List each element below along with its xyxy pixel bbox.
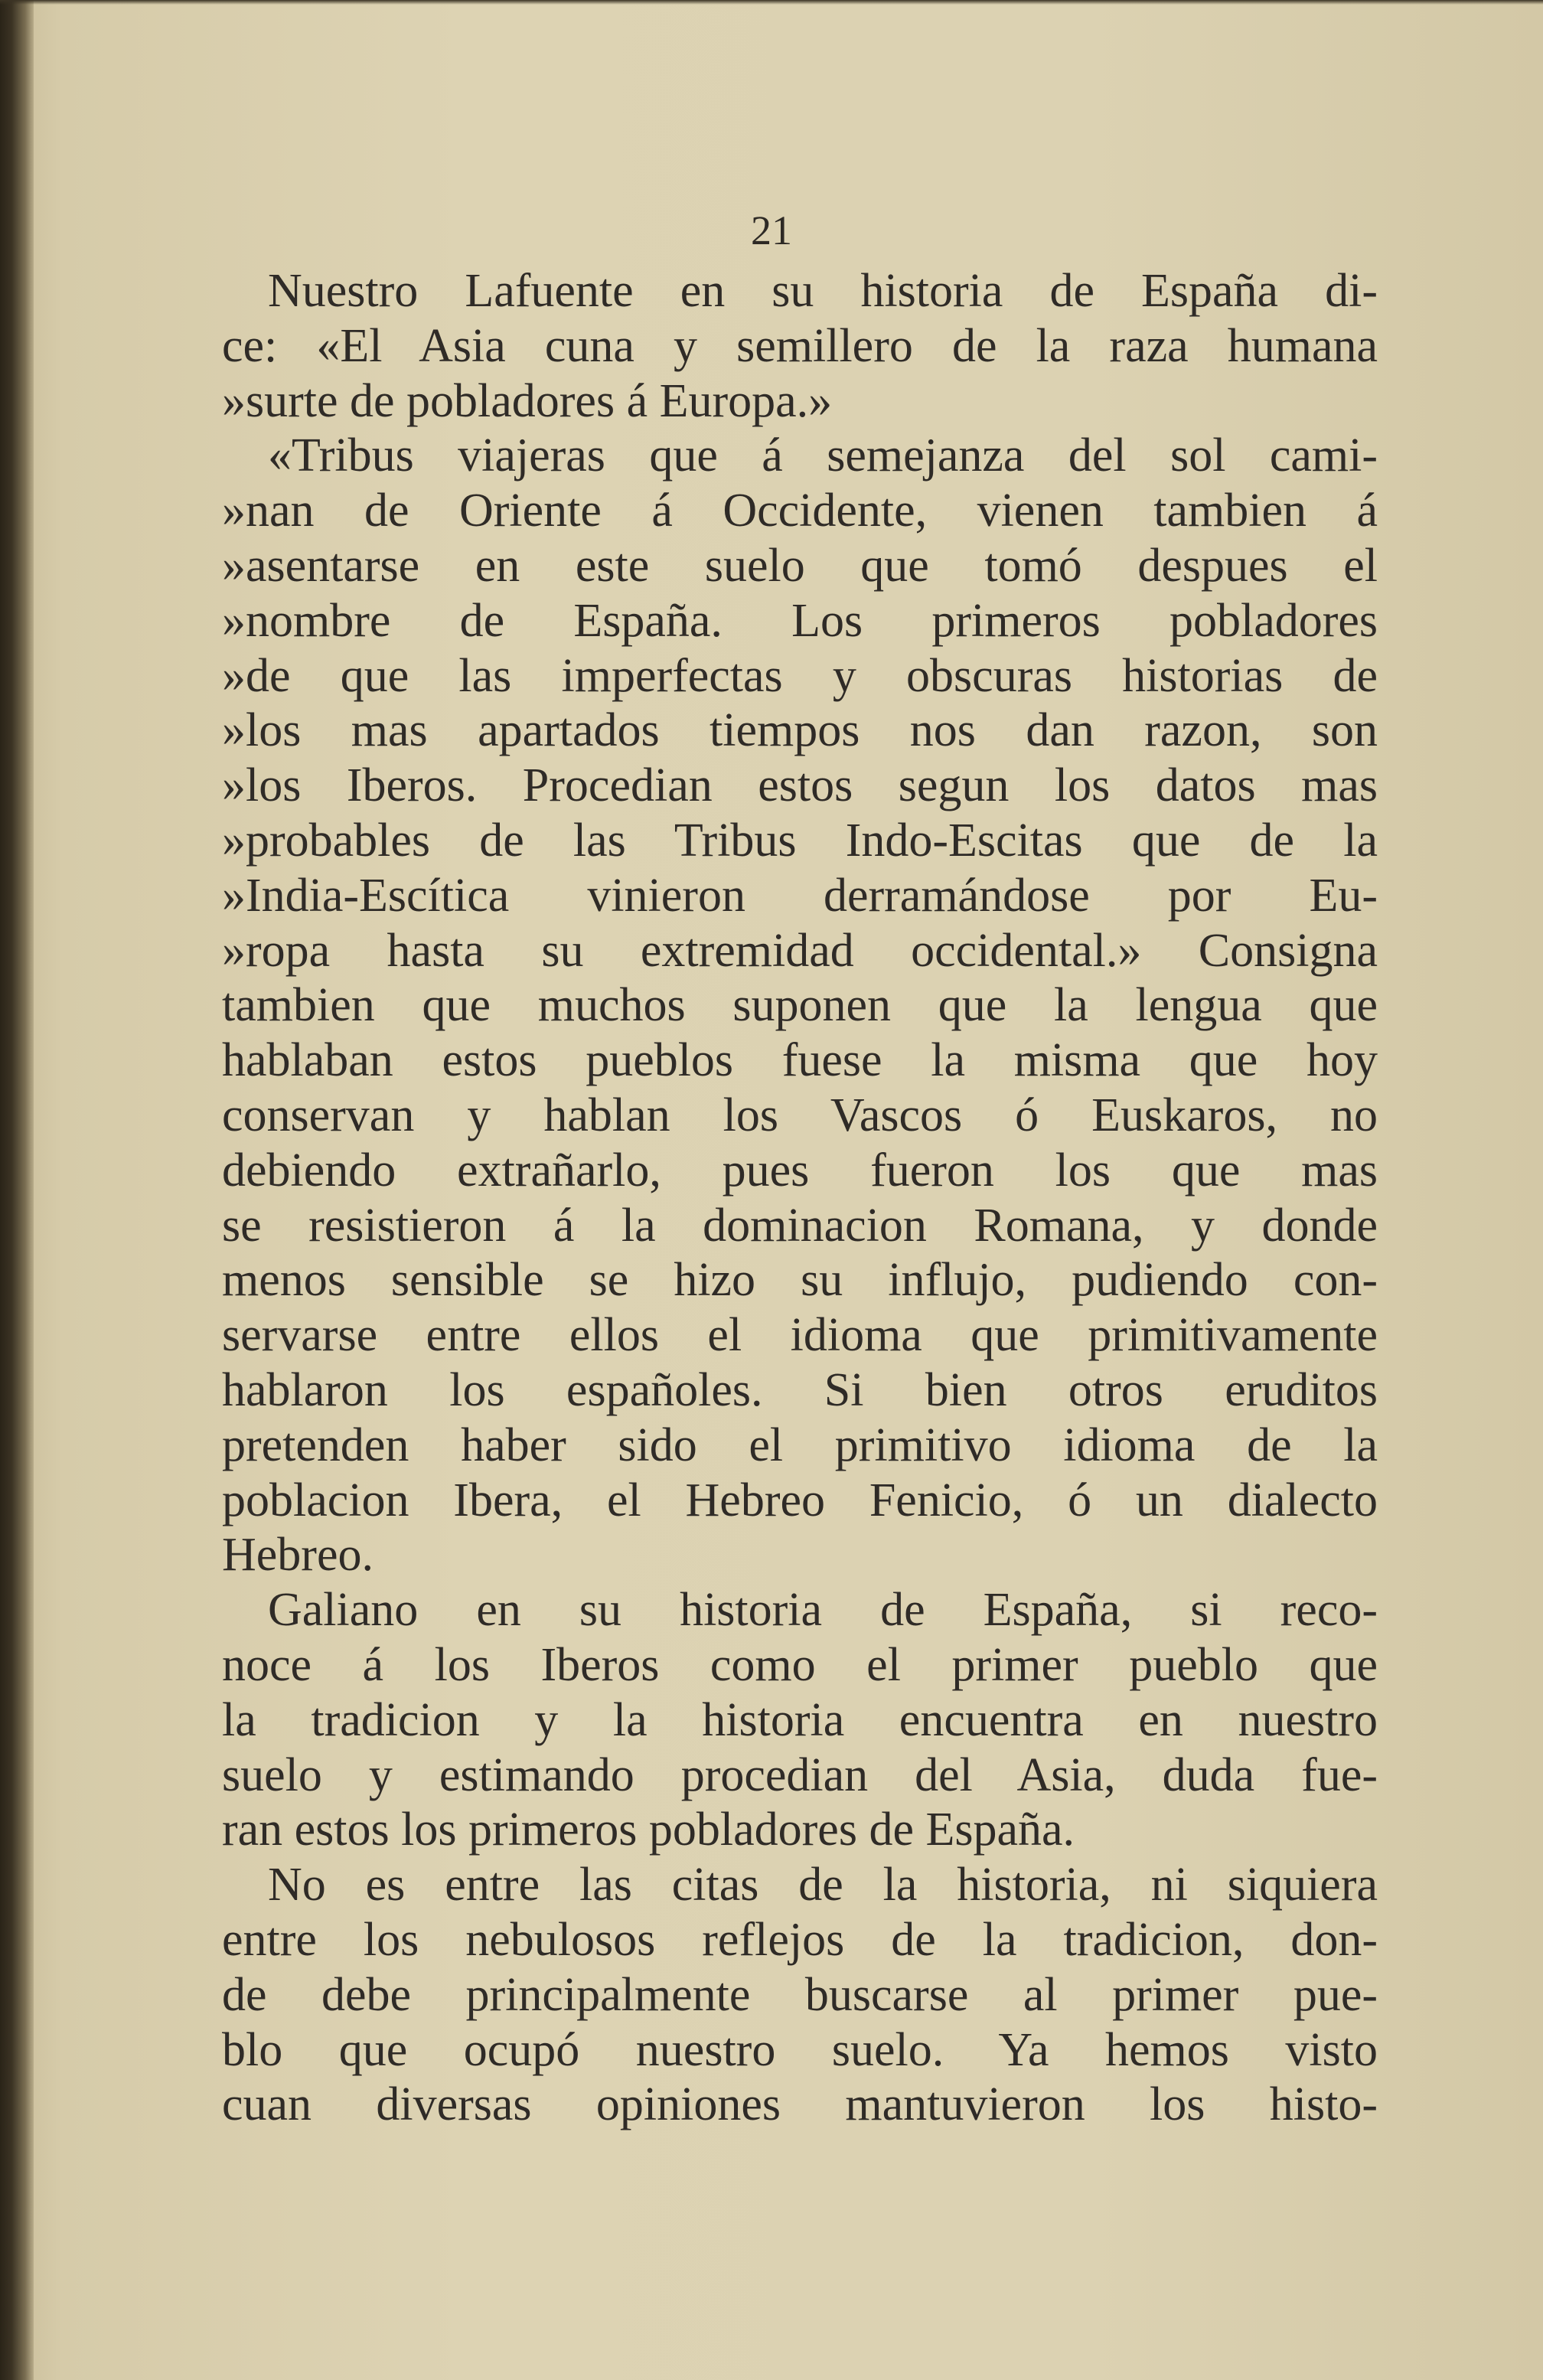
text-line: entre los nebulosos reflejos de la tradicion, don- — [222, 1913, 1378, 1966]
text-line: »los Iberos. Procedian estos segun los datos mas — [222, 759, 1378, 812]
text-line: «Tribus viajeras que á semejanza del sol cami- — [268, 429, 1378, 482]
text-line: No es entre las citas de la historia, ni siquiera — [268, 1859, 1378, 1912]
body-text — [222, 264, 1378, 2133]
text-line: tambien que muchos suponen que la lengua que — [222, 979, 1378, 1032]
book-spine-shadow — [0, 0, 34, 2380]
text-line: Hebreo. — [222, 1529, 374, 1582]
text-line: Galiano en su historia de España, si reco- — [268, 1584, 1378, 1637]
text-line: de debe principalmente buscarse al primer pue- — [222, 1968, 1378, 2021]
text-line: »asentarse en este suelo que tomó despues el — [222, 539, 1378, 592]
text-line: servarse entre ellos el idioma que primitivamente — [222, 1309, 1378, 1362]
text-line: blo que ocupó nuestro suelo. Ya hemos visto — [222, 2023, 1378, 2076]
text-line: la tradicion y la historia encuentra en nuestro — [222, 1693, 1378, 1746]
text-line: ce: «El Asia cuna y semillero de la raza humana — [222, 319, 1378, 372]
page-top-edge — [0, 0, 1543, 5]
text-line: conservan y hablan los Vascos ó Euskaros, no — [222, 1089, 1378, 1141]
page-number: 21 — [751, 207, 792, 253]
text-line: »de que las imperfectas y obscuras historias de — [222, 649, 1378, 702]
text-line: hablaban estos pueblos fuese la misma que hoy — [222, 1034, 1378, 1087]
text-line: ran estos los primeros pobladores de España. — [222, 1804, 1075, 1856]
text-line: suelo y estimando procedian del Asia, duda fue- — [222, 1748, 1378, 1801]
text-line: menos sensible se hizo su influjo, pudiendo con- — [222, 1254, 1378, 1307]
text-line: se resistieron á la dominacion Romana, y donde — [222, 1199, 1378, 1252]
text-line: »India-Escítica vinieron derramándose por Eu- — [222, 869, 1378, 922]
text-line: debiendo extrañarlo, pues fueron los que mas — [222, 1144, 1378, 1197]
text-line: noce á los Iberos como el primer pueblo que — [222, 1638, 1378, 1691]
text-line: poblacion Ibera, el Hebreo Fenicio, ó un dialecto — [222, 1474, 1378, 1526]
text-line: hablaron los españoles. Si bien otros eruditos — [222, 1363, 1378, 1416]
text-line: »probables de las Tribus Indo-Escitas que de la — [222, 814, 1378, 867]
text-line: »nan de Oriente á Occidente, vienen tambien á — [222, 485, 1378, 537]
text-line: Nuestro Lafuente en su historia de España di- — [268, 265, 1378, 317]
text-line: pretenden haber sido el primitivo idioma de la — [222, 1419, 1378, 1471]
text-line: »surte de pobladores á Europa.» — [222, 374, 833, 427]
text-line: cuan diversas opiniones mantuvieron los histo- — [222, 2078, 1378, 2131]
text-line: »los mas apartados tiempos nos dan razon, son — [222, 704, 1378, 757]
text-line: »nombre de España. Los primeros pobladores — [222, 594, 1378, 647]
text-line: »ropa hasta su extremidad occidental.» Consigna — [222, 924, 1378, 977]
